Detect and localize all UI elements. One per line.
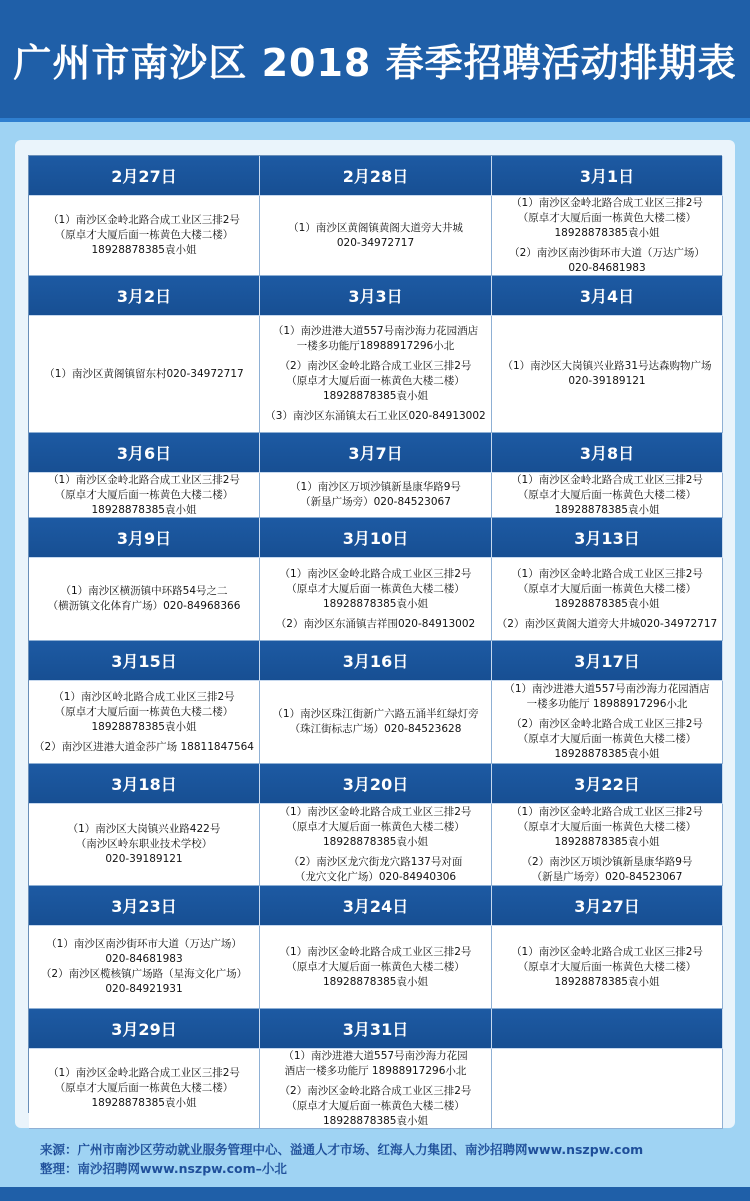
venue-entry: （1）南沙区大岗镇兴业路31号达森购物广场 020-39189121 [502, 360, 712, 387]
venue-entry: （1）南沙区岭北路合成工业区三排2号 （原卓才大厦后面一栋黄色大楼二楼） 18928878385袁小姐 [53, 690, 235, 733]
venue-entry: （1）南沙进港大道557号南沙海力花园酒店 一楼多功能厅 18988917296小北 [504, 683, 710, 710]
bottom-bar [0, 1187, 750, 1201]
venue-entry: （2）南沙区龙穴街龙穴路137号对面 （龙穴文化广场）020-84940306 [288, 855, 463, 883]
venue-entry: （1）南沙区金岭北路合成工业区三排2号 （原卓才大厦后面一栋黄色大楼二楼） 18928878385袁小姐 [511, 196, 703, 239]
venue-entry: （1）南沙区金岭北路合成工业区三排2号 （原卓才大厦后面一栋黄色大楼二楼） 18928878385袁小姐 [48, 1067, 240, 1109]
schedule-cell [492, 681, 723, 764]
schedule-cell [492, 196, 723, 276]
date-header: 3月29日 [29, 1009, 260, 1049]
schedule-cell [29, 473, 260, 518]
venue-entry: （2）南沙区金岭北路合成工业区三排2号 （原卓才大厦后面一栋黄色大楼二楼） 18928878385袁小姐 [511, 718, 703, 760]
venue-entry: （1）南沙区黄阁镇黄阁大道旁大井城 020-34972717 [288, 221, 463, 249]
schedule-cell [29, 196, 260, 276]
date-header: 3月20日 [260, 764, 492, 804]
schedule-cell-empty [492, 1049, 723, 1129]
venue-entry: （1）南沙区金岭北路合成工业区三排2号 （原卓才大厦后面一栋黄色大楼二楼） 18928878385袁小姐 [279, 567, 472, 610]
date-header: 3月6日 [29, 433, 260, 473]
schedule-cell [29, 804, 260, 886]
schedule-cell [492, 804, 723, 886]
venue-entry: （1）南沙进港大道557号南沙海力花园酒店 一楼多功能厅18988917296小北 [272, 325, 479, 352]
venue-entry: （1）南沙区金岭北路合成工业区三排2号 （原卓才大厦后面一栋黄色大楼二楼） 18928878385袁小姐 [48, 214, 240, 256]
venue-entry: （1）南沙区大岗镇兴业路422号 （南沙区岭东职业技术学校） 020-39189121 [67, 823, 221, 865]
venue-entry: （1）南沙区黄阁镇留东村020-34972717 [44, 367, 244, 380]
venue-entry: （2）南沙区金岭北路合成工业区三排2号 （原卓才大厦后面一栋黄色大楼二楼） 18928878385袁小姐 [279, 1084, 472, 1127]
schedule-cell [260, 681, 492, 764]
venue-entry: （1）南沙区金岭北路合成工业区三排2号 （原卓才大厦后面一栋黄色大楼二楼） 18928878385袁小姐 [48, 473, 240, 516]
date-header: 3月23日 [29, 886, 260, 926]
date-header: 2月28日 [260, 156, 492, 196]
date-header: 3月10日 [260, 518, 492, 558]
schedule-table [28, 155, 722, 1127]
date-header: 3月17日 [492, 641, 723, 681]
date-header: 3月15日 [29, 641, 260, 681]
venue-entry: （1）南沙区金岭北路合成工业区三排2号 （原卓才大厦后面一栋黄色大楼二楼） 18928878385袁小姐 [511, 473, 703, 516]
date-header: 3月22日 [492, 764, 723, 804]
date-header: 3月13日 [492, 518, 723, 558]
venue-entry: （1）南沙区万顷沙镇新垦康华路9号 （新垦广场旁）020-84523067 [290, 481, 461, 508]
venue-entry: （3）南沙区东涌镇太石工业区020-84913002 [265, 410, 486, 422]
footer-compiled-by: 整理：南沙招聘网www.nszpw.com–小北 [40, 1161, 287, 1176]
venue-entry: （1）南沙区金岭北路合成工业区三排2号 （原卓才大厦后面一栋黄色大楼二楼） 18928878385袁小姐 [511, 567, 703, 610]
venue-entry: （1）南沙区金岭北路合成工业区三排2号 （原卓才大厦后面一栋黄色大楼二楼） 18928878385袁小姐 [279, 805, 472, 848]
schedule-cell [260, 473, 492, 518]
schedule-cell [260, 196, 492, 276]
schedule-cell [492, 473, 723, 518]
schedule-cell [260, 804, 492, 886]
schedule-cell [492, 558, 723, 641]
venue-entry: （1）南沙区珠江街新广六路五涌半红绿灯旁 （珠江街标志广场）020-84523628 [272, 708, 479, 735]
schedule-cell [29, 558, 260, 641]
schedule-cell [260, 558, 492, 641]
date-header: 3月3日 [260, 276, 492, 316]
date-header: 3月7日 [260, 433, 492, 473]
date-header: 3月8日 [492, 433, 723, 473]
venue-entry: （1）南沙区横沥镇中环路54号之二 （横沥镇文化体育广场）020-84968366 [47, 585, 241, 612]
venue-entry: （1）南沙区金岭北路合成工业区三排2号 （原卓才大厦后面一栋黄色大楼二楼） 18928878385袁小姐 [279, 945, 472, 988]
schedule-cell [260, 926, 492, 1009]
date-header: 3月18日 [29, 764, 260, 804]
schedule-cell [492, 926, 723, 1009]
date-header: 3月24日 [260, 886, 492, 926]
schedule-cell [29, 1049, 260, 1129]
venue-entry: （2）南沙区万顷沙镇新垦康华路9号 （新垦广场旁）020-84523067 [521, 855, 693, 883]
venue-entry: （1）南沙进港大道557号南沙海力花园 酒店一楼多功能厅 18988917296小北 [283, 1049, 468, 1077]
date-header: 3月2日 [29, 276, 260, 316]
venue-entry: （2）南沙区南沙街环市大道（万达广场） 020-84681983 [509, 246, 705, 274]
venue-entry: （2）南沙区东涌镇吉祥围020-84913002 [275, 617, 476, 630]
date-header: 3月27日 [492, 886, 723, 926]
venue-entry: （1）南沙区金岭北路合成工业区三排2号 （原卓才大厦后面一栋黄色大楼二楼） 18928878385袁小姐 [511, 945, 703, 988]
schedule-cell [29, 681, 260, 764]
venue-entry: （1）南沙区金岭北路合成工业区三排2号 （原卓才大厦后面一栋黄色大楼二楼） 18928878385袁小姐 [511, 805, 703, 848]
venue-entry: （1）南沙区南沙街环市大道（万达广场） 020-84681983 （2）南沙区榄核镇广场路（星海文化广场） 020-84921931 [40, 938, 248, 995]
schedule-cell [492, 316, 723, 433]
date-header: 3月31日 [260, 1009, 492, 1049]
header-banner [0, 0, 750, 122]
venue-entry: （2）南沙区进港大道金莎广场 18811847564 [33, 740, 254, 753]
page-title: 广州市南沙区 2018 春季招聘活动排期表 [13, 40, 737, 85]
schedule-cell [260, 1049, 492, 1129]
schedule-cell [29, 926, 260, 1009]
venue-entry: （2）南沙区黄阁大道旁大井城020-34972717 [496, 617, 718, 630]
venue-entry: （2）南沙区金岭北路合成工业区三排2号 （原卓才大厦后面一栋黄色大楼二楼） 18928878385袁小姐 [279, 360, 472, 402]
date-header: 3月1日 [492, 156, 723, 196]
date-header: 2月27日 [29, 156, 260, 196]
date-header: 3月4日 [492, 276, 723, 316]
date-header: 3月9日 [29, 518, 260, 558]
schedule-cell [260, 316, 492, 433]
schedule-cell [29, 316, 260, 433]
date-header-empty [492, 1009, 723, 1049]
footer-source: 来源：广州市南沙区劳动就业服务管理中心、溢通人才市场、红海人力集团、南沙招聘网www.nszpw.com [40, 1142, 644, 1157]
date-header: 3月16日 [260, 641, 492, 681]
